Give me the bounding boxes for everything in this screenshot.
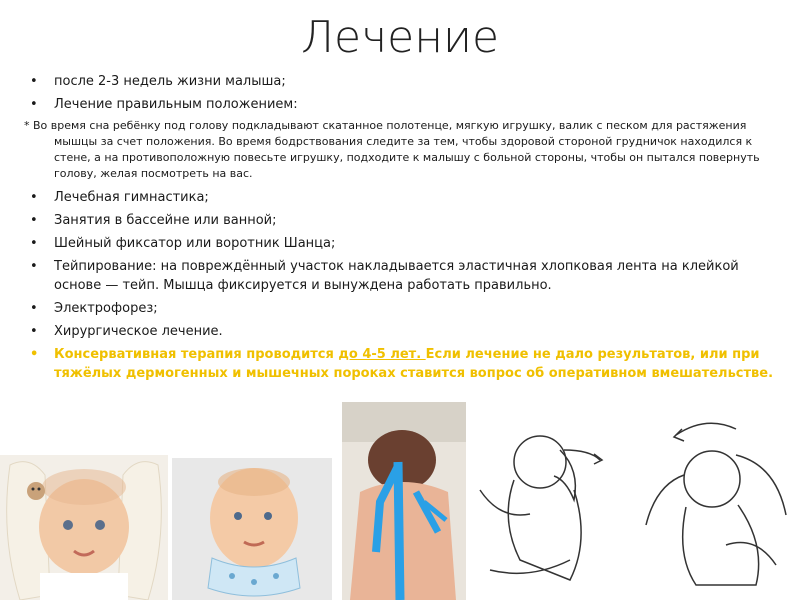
bullet: • [30,97,38,112]
list-item-text: Лечебная гимнастика; [54,190,209,205]
bullet: • [30,190,38,205]
list-item [24,95,780,114]
exercise-drawing-2 [626,415,800,600]
highlight-text-part2: Если лечение не дало результатов, или при тяжёлых дермогенных и мышечных пороках ставится вопрос об оперативном вмешательстве. [54,347,774,381]
list-item-text: после 2-3 недель жизни малыша; [54,74,286,89]
sleep-position-note: * Во время сна ребёнку под голову подкладывают скатанное полотенце, мягкую игрушку, валик с песком для растяжения мышцы за счет положения. Во время бодрствования следите за тем, чтобы здоровой стороной грудничок находился к стене, а на противоположную повесьте игрушку, подходите к малышу с больной стороны, чтобы он пытался повернуть голову, желая посмотреть на вас. [24,119,760,180]
list-item [24,299,780,318]
content-body [24,72,780,387]
bullet: • [30,259,38,274]
list-item-text: Хирургическое лечение. [54,324,223,339]
list-item-text: Тейпирование: на повреждённый участок накладывается эластичная хлопковая лента на клейкой основе — тейп. Мышца фиксируется и вынуждена работать правильно. [54,259,739,293]
bullet: • [30,347,39,362]
list-item [24,72,780,91]
list-item [24,188,780,207]
bullet: • [30,236,38,251]
list-item [24,257,780,295]
list-item-text: Шейный фиксатор или воротник Шанца; [54,236,336,251]
exercise-drawing-1 [470,410,618,600]
baby-head-pillow-photo [0,455,168,600]
baby-back-taping-photo [342,402,466,600]
conservative-therapy-highlight [24,345,780,383]
page-title: Лечение [300,12,500,63]
highlight-underlined-age: до 4-5 лет. [338,347,426,362]
bullet: • [30,324,38,339]
bullet: • [30,213,38,228]
list-item-text: Лечение правильным положением: [54,97,298,112]
baby-neck-collar-photo [172,458,332,600]
list-item [24,234,780,253]
bullet: • [30,301,38,316]
highlight-text-part1: Консервативная терапия проводится [54,347,339,362]
list-item-text: Электрофорез; [54,301,158,316]
bullet: • [30,74,38,89]
list-item [24,322,780,341]
list-item-text: Занятия в бассейне или ванной; [54,213,277,228]
list-item [24,211,780,230]
